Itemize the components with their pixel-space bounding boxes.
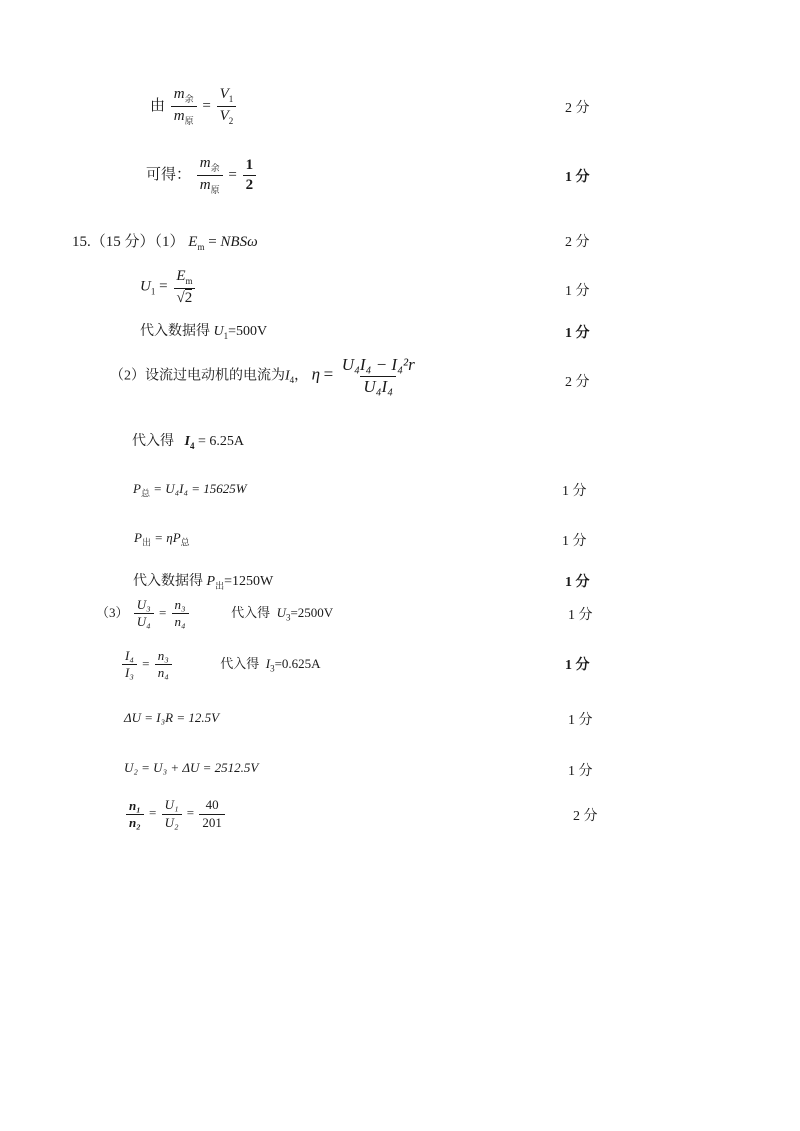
equals: = (149, 805, 157, 821)
equals: = (142, 655, 150, 671)
denominator: 201 (199, 814, 225, 830)
score-11: 1 分 (568, 608, 593, 623)
fraction-u-ratio (134, 598, 154, 630)
formula-row-3 (72, 230, 258, 252)
var-sub: 3 (285, 612, 291, 623)
text-prefix: 可得： (146, 166, 192, 183)
formula-row-1 (150, 86, 238, 127)
score-text: 1 分 (565, 170, 590, 185)
formula-row-6 (110, 356, 420, 396)
lhs-var: E (188, 234, 198, 250)
fraction-efficiency (339, 356, 418, 396)
var-sub: 4 (289, 375, 295, 386)
text-a: 代入得 (220, 655, 260, 671)
formula-row-10 (133, 570, 273, 592)
lhs-sub: m (197, 242, 205, 252)
score-text: 1 分 (565, 575, 590, 590)
numerator: n₃ (157, 648, 169, 663)
formula-row-14 (124, 760, 258, 776)
score-text: 1 分 (565, 658, 590, 673)
expr-sub: 总 (180, 537, 190, 548)
fraction-u-ratio (162, 798, 182, 830)
expr: U₂ = U₃ + ΔU = 2512.5V (124, 760, 259, 775)
score-12 (565, 654, 590, 674)
text-prefix: 由 (150, 97, 166, 114)
numerator: U₃ (136, 597, 151, 612)
fraction-n-ratio (155, 649, 172, 681)
equals: = (208, 234, 217, 250)
formula-row-15 (124, 798, 227, 830)
comma: ， (294, 368, 309, 384)
fraction-m-ratio (171, 86, 197, 127)
fraction-em-sqrt2 (173, 268, 195, 306)
var-sub: 出 (215, 580, 225, 591)
denominator: n₂ (129, 815, 141, 830)
den-sub: 2 (228, 115, 234, 126)
score-text: 1 分 (565, 326, 590, 341)
fraction-v-ratio (217, 86, 237, 127)
formula-row-11 (96, 598, 333, 630)
denominator: U₄I₄ (360, 376, 396, 397)
den-var: V (219, 107, 229, 124)
expr: = ηP (154, 530, 181, 545)
numerator: I₄ (125, 648, 134, 663)
question-number: 15.（15 分）（1） (72, 234, 185, 250)
rhs-expr: NBSω (220, 234, 258, 250)
num-var: E (176, 268, 186, 284)
lhs-sub: 出 (141, 537, 151, 548)
numerator: 40 (205, 797, 219, 813)
score-15: 2 分 (573, 809, 598, 824)
expr: = U₄I₄ = 15625W (153, 481, 247, 496)
formula-row-2 (146, 155, 258, 196)
text-a: （2）设流过电动机的电流为 (110, 368, 285, 384)
var: U (213, 324, 224, 339)
num-value: 1 (245, 157, 254, 174)
numerator: n₃ (174, 597, 186, 612)
denominator: I₃ (122, 664, 137, 680)
var: I (265, 655, 271, 671)
score-4: 1 分 (565, 284, 590, 299)
radicand: 2 (184, 289, 193, 306)
value: = 6.25A (197, 434, 244, 449)
den-var: m (173, 107, 185, 124)
lhs-var: P (134, 530, 142, 545)
denominator: U₄ (134, 613, 154, 629)
var: U (276, 604, 286, 620)
score-9: 1 分 (562, 534, 587, 549)
fraction-i-ratio (122, 649, 137, 681)
num-sub: m (185, 276, 193, 286)
fraction-m-ratio (197, 155, 223, 196)
text-a: 代入数据得 (133, 574, 203, 589)
text-b: =1250W (224, 574, 274, 589)
fraction-n-ratio (172, 598, 189, 630)
numerator: n₁ (129, 798, 141, 813)
expr: ΔU = I₃R = 12.5V (124, 710, 220, 725)
formula-row-5 (140, 320, 267, 341)
score-14: 1 分 (568, 764, 593, 779)
lhs-var: U (140, 278, 151, 295)
num-sub: 余 (184, 94, 194, 104)
score-8: 1 分 (562, 484, 587, 499)
denominator: U₂ (162, 814, 182, 830)
num-var: m (199, 155, 211, 171)
label: （3） (96, 604, 129, 620)
lhs-sub: 1 (150, 286, 156, 297)
equals: = (323, 364, 334, 384)
score-13: 1 分 (568, 713, 593, 728)
num-sub: 余 (210, 163, 220, 173)
equals: = (228, 166, 237, 183)
var: P (206, 574, 216, 589)
numerator: U₄I₄ − I₄²r (341, 355, 415, 374)
equals: = (159, 278, 168, 295)
text: 代入得 (132, 434, 174, 449)
score-1: 2 分 (565, 101, 590, 116)
score-3: 2 分 (565, 235, 590, 250)
text-a: 代入数据得 (140, 324, 210, 339)
fraction-n-ratio (126, 798, 144, 830)
formula-row-7 (132, 430, 244, 451)
formula-row-8 (133, 481, 247, 500)
lhs-var: P (133, 481, 141, 496)
equals: = (202, 97, 211, 114)
score-6: 2 分 (565, 375, 590, 390)
var-sub: 3 (270, 663, 275, 674)
text-a: 代入得 (231, 604, 271, 620)
fraction-result (243, 157, 257, 193)
formula-row-13 (124, 710, 219, 726)
num-var: V (219, 86, 229, 102)
equals: = (158, 604, 167, 620)
fraction-result (199, 798, 225, 830)
formula-row-4 (140, 268, 198, 306)
num-var: m (173, 86, 185, 102)
text-b: =500V (228, 324, 268, 339)
denominator: n₄ (155, 664, 172, 680)
numerator: U₁ (164, 797, 179, 813)
var-sub: 4 (189, 440, 195, 451)
formula-row-9 (134, 530, 190, 549)
score-2 (565, 166, 590, 186)
formula-row-12 (120, 649, 321, 681)
var: I (184, 434, 190, 449)
text-b: =2500V (290, 604, 334, 620)
var-sub: 1 (223, 330, 229, 341)
var: I (285, 368, 290, 384)
denominator: n₄ (172, 613, 189, 629)
num-sub: 1 (228, 94, 234, 104)
score-10 (565, 571, 590, 591)
den-sub: 原 (184, 115, 194, 126)
sqrt-icon: √ (176, 289, 185, 306)
eta: η (311, 364, 321, 384)
lhs-sub: 总 (140, 488, 150, 499)
text-b: =0.625A (274, 655, 321, 671)
den-value: 2 (245, 176, 254, 193)
equals: = (186, 805, 195, 821)
score-5 (565, 322, 590, 342)
den-sub: 原 (210, 184, 220, 195)
den-var: m (199, 176, 211, 193)
